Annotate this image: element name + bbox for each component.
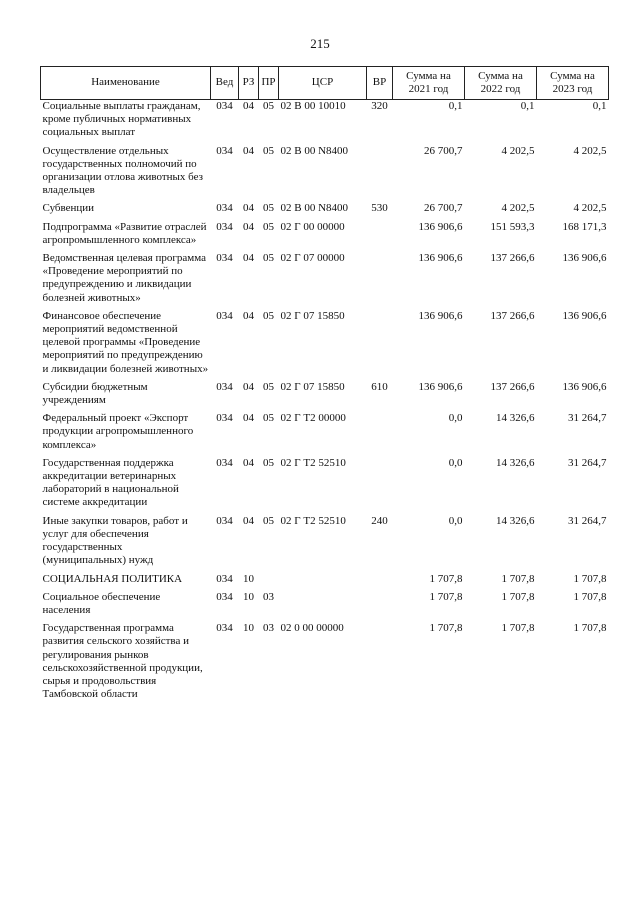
cell-ved: 034 <box>216 514 233 527</box>
cell-pr: 05 <box>263 309 274 322</box>
table-row <box>41 457 609 515</box>
header-vr: ВР <box>367 67 393 100</box>
budget-table <box>40 66 609 706</box>
cell-ved: 034 <box>216 380 233 393</box>
cell-csr: 02 В 00 N8400 <box>280 144 349 157</box>
cell-sum-2022: 14 326,6 <box>496 456 535 469</box>
cell-vr <box>367 622 393 706</box>
cell-sum-2021: 26 700,7 <box>424 202 463 215</box>
cell-rz: 04 <box>243 220 254 233</box>
header-csr: ЦСР <box>279 67 367 100</box>
cell-pr: 05 <box>263 100 274 112</box>
cell-sum-2021: 0,0 <box>448 412 463 425</box>
cell-sum-2023: 0,1 <box>592 100 607 112</box>
cell-vr: 530 <box>371 202 388 215</box>
cell-ved: 034 <box>216 412 233 425</box>
cell-csr <box>279 573 367 591</box>
cell-vr <box>367 252 393 310</box>
cell-sum-2021: 136 906,6 <box>418 309 463 322</box>
table-row <box>41 252 609 310</box>
cell-rz: 04 <box>243 412 254 425</box>
cell-name: Финансовое обеспечение мероприятий ведомственной целевой программы «Проведение мероприятий по предупреждению и ликвидации болезней животных» <box>42 309 209 375</box>
cell-name: Социальные выплаты гражданам, кроме публичных нормативных социальных выплат <box>42 100 201 139</box>
cell-pr: 05 <box>263 380 274 393</box>
cell-sum-2023: 31 264,7 <box>568 456 607 469</box>
cell-pr <box>259 573 279 591</box>
header-row <box>41 67 609 100</box>
cell-name: Федеральный проект «Экспорт продукции агропромышленного комплекса» <box>42 412 194 451</box>
cell-sum-2022: 1 707,8 <box>501 590 535 603</box>
cell-ved: 034 <box>216 590 233 603</box>
cell-csr: 02 В 00 N8400 <box>280 202 349 215</box>
cell-sum-2023: 1 707,8 <box>573 622 607 635</box>
cell-vr <box>367 591 393 622</box>
cell-csr: 02 0 00 00000 <box>280 622 344 635</box>
cell-sum-2022: 137 266,6 <box>490 309 535 322</box>
cell-csr: 02 Г 07 15850 <box>280 380 345 393</box>
cell-ved: 034 <box>216 309 233 322</box>
cell-ved: 034 <box>216 144 233 157</box>
cell-sum-2023: 136 906,6 <box>562 380 607 393</box>
header-rz: РЗ <box>239 67 259 100</box>
cell-rz: 04 <box>243 144 254 157</box>
cell-sum-2023: 1 707,8 <box>573 590 607 603</box>
cell-rz: 04 <box>243 252 254 265</box>
cell-ved: 034 <box>216 202 233 215</box>
cell-sum-2021: 136 906,6 <box>418 220 463 233</box>
cell-vr <box>367 221 393 252</box>
cell-csr <box>279 591 367 622</box>
cell-sum-2021: 1 707,8 <box>429 622 463 635</box>
cell-vr: 240 <box>371 514 388 527</box>
cell-name: Государственная программа развития сельского хозяйства и регулирования рынков сельскохозяйственной продукции, сырья и продовольствия Тамбовской области <box>42 622 203 701</box>
cell-name: Подпрограмма «Развитие отраслей агропромышленного комплекса» <box>42 220 207 246</box>
table-row <box>41 202 609 220</box>
cell-sum-2023: 4 202,5 <box>573 202 607 215</box>
cell-name: Осуществление отдельных государственных полномочий по организации отлова животных без владельцев <box>42 144 203 197</box>
cell-vr <box>367 145 393 203</box>
cell-csr: 02 Г 00 00000 <box>280 220 345 233</box>
cell-sum-2023: 1 707,8 <box>573 572 607 585</box>
cell-sum-2021: 1 707,8 <box>429 572 463 585</box>
cell-ved: 034 <box>216 220 233 233</box>
cell-pr: 03 <box>263 622 274 635</box>
table-row <box>41 622 609 706</box>
cell-sum-2021: 1 707,8 <box>429 590 463 603</box>
cell-sum-2021: 136 906,6 <box>418 252 463 265</box>
cell-rz: 10 <box>243 622 254 635</box>
cell-csr: 02 Г 07 00000 <box>280 252 345 265</box>
cell-sum-2022: 151 593,3 <box>490 220 535 233</box>
cell-sum-2022: 4 202,5 <box>501 144 535 157</box>
cell-sum-2022: 1 707,8 <box>501 622 535 635</box>
cell-rz: 04 <box>243 100 254 112</box>
header-sum-2022: Сумма на 2022 год <box>465 67 537 100</box>
cell-pr: 05 <box>263 456 274 469</box>
cell-csr: 02 В 00 10010 <box>280 100 346 112</box>
cell-pr: 05 <box>263 514 274 527</box>
cell-pr: 05 <box>263 220 274 233</box>
table-row <box>41 100 609 145</box>
cell-sum-2023: 31 264,7 <box>568 412 607 425</box>
cell-name: Субсидии бюджетным учреждениям <box>42 380 148 407</box>
cell-sum-2023: 168 171,3 <box>562 220 607 233</box>
cell-sum-2022: 14 326,6 <box>496 412 535 425</box>
header-ved: Вед <box>211 67 239 100</box>
table-body <box>41 100 609 707</box>
cell-vr <box>367 310 393 381</box>
cell-ved: 034 <box>216 456 233 469</box>
cell-pr: 03 <box>263 590 274 603</box>
cell-sum-2023: 4 202,5 <box>573 144 607 157</box>
cell-vr <box>367 412 393 457</box>
cell-pr: 05 <box>263 252 274 265</box>
cell-name: Субвенции <box>42 202 95 215</box>
cell-sum-2023: 136 906,6 <box>562 252 607 265</box>
table-row <box>41 310 609 381</box>
table-row <box>41 381 609 412</box>
table-row <box>41 591 609 622</box>
cell-rz: 04 <box>243 202 254 215</box>
cell-pr: 05 <box>263 202 274 215</box>
cell-rz: 04 <box>243 309 254 322</box>
cell-sum-2021: 136 906,6 <box>418 380 463 393</box>
cell-vr: 320 <box>371 100 388 112</box>
cell-sum-2022: 137 266,6 <box>490 380 535 393</box>
cell-rz: 04 <box>243 456 254 469</box>
cell-name: Ведомственная целевая программа «Проведение мероприятий по предупреждению и ликвидации болезней животных» <box>42 252 206 304</box>
cell-sum-2021: 0,0 <box>448 456 463 469</box>
cell-sum-2022: 4 202,5 <box>501 202 535 215</box>
cell-vr: 610 <box>371 380 388 393</box>
cell-name: Иные закупки товаров, работ и услуг для обеспечения государственных (муниципальных) нужд <box>42 514 188 567</box>
page-number: 215 <box>310 36 330 51</box>
cell-ved: 034 <box>216 622 233 635</box>
table-row <box>41 221 609 252</box>
table-row <box>41 573 609 591</box>
cell-ved: 034 <box>216 100 233 112</box>
header-name: Наименование <box>41 67 211 100</box>
cell-csr: 02 Г 07 15850 <box>280 309 345 322</box>
header-sum-2023: Сумма на 2023 год <box>537 67 609 100</box>
cell-name: Социальное обеспечение населения <box>42 590 161 616</box>
cell-sum-2023: 136 906,6 <box>562 309 607 322</box>
cell-rz: 10 <box>243 590 254 603</box>
table-row <box>41 145 609 203</box>
cell-pr: 05 <box>263 144 274 157</box>
cell-sum-2021: 0,0 <box>448 514 463 527</box>
cell-rz: 04 <box>243 380 254 393</box>
cell-ved: 034 <box>216 572 233 585</box>
header-sum-2021: Сумма на 2021 год <box>393 67 465 100</box>
header-pr: ПР <box>259 67 279 100</box>
cell-sum-2022: 14 326,6 <box>496 514 535 527</box>
cell-csr: 02 Г Т2 00000 <box>280 412 346 425</box>
table-row <box>41 515 609 573</box>
table-row <box>41 412 609 457</box>
cell-sum-2021: 0,1 <box>448 100 463 112</box>
cell-sum-2022: 1 707,8 <box>501 572 535 585</box>
cell-rz: 10 <box>243 572 254 585</box>
cell-vr <box>367 573 393 591</box>
cell-rz: 04 <box>243 514 254 527</box>
cell-csr: 02 Г Т2 52510 <box>280 514 346 527</box>
cell-name: СОЦИАЛЬНАЯ ПОЛИТИКА <box>42 572 183 585</box>
cell-name: Государственная поддержка аккредитации ветеринарных лабораторий в национальной системе аккредитации <box>42 456 179 509</box>
cell-sum-2023: 31 264,7 <box>568 514 607 527</box>
cell-vr <box>367 457 393 515</box>
cell-sum-2022: 0,1 <box>520 100 535 112</box>
cell-csr: 02 Г Т2 52510 <box>280 456 346 469</box>
cell-pr: 05 <box>263 412 274 425</box>
cell-sum-2021: 26 700,7 <box>424 144 463 157</box>
cell-ved: 034 <box>216 252 233 265</box>
cell-sum-2022: 137 266,6 <box>490 252 535 265</box>
